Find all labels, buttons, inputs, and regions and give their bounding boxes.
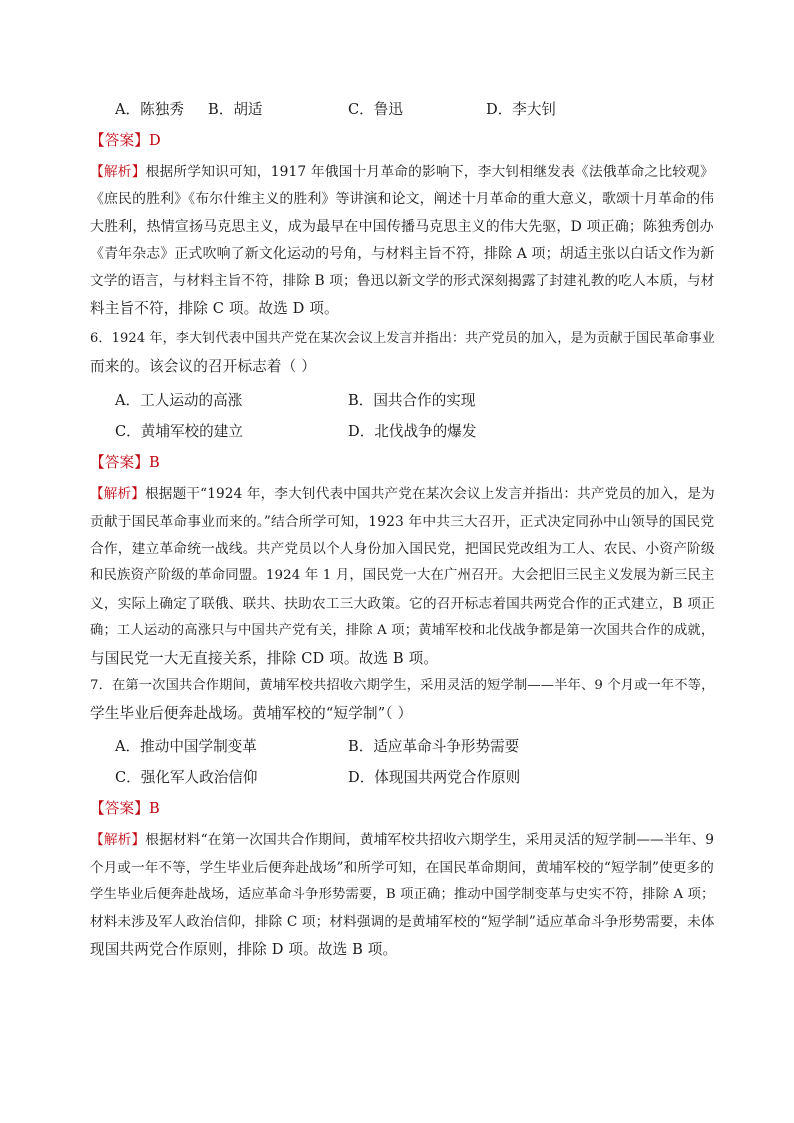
q7-analysis-line-1: 【解析】根据材料“在第一次国共合作期间，黄埔军校共招收六期学生，采用灵活的短学制——半年、9 (90, 832, 715, 848)
q5-option-b: B．胡适 (208, 101, 263, 118)
q7-analysis-line-5: 现国共两党合作原则，排除 D 项。故选 B 项。 (90, 941, 398, 958)
q6-analysis-line-7: 与国民党一大无直接关系，排除 CD 项。故选 B 项。 (90, 650, 439, 667)
answer-value: B (148, 800, 160, 817)
answer-label: 【答案】 (90, 132, 149, 149)
q7-option-c: C．强化军人政治信仰 (115, 769, 258, 786)
q6-analysis-line-2: 贡献于国民革命事业而来的。”结合所学可知，1923 年中共三大召开，正式决定同孙中山领导的国民党 (90, 514, 715, 530)
q5-option-d: D．李大钊 (486, 101, 557, 118)
q6-answer (90, 452, 160, 474)
q5-option-a: A．陈独秀 (115, 101, 184, 118)
answer-label: 【答案】 (90, 800, 149, 817)
q5-analysis-line-6: 料主旨不符，排除 C 项。故选 D 项。 (90, 300, 339, 317)
q5-analysis-line-5: 文学的语言，与材料主旨不符，排除 B 项；鲁迅以新文学的形式深刻揭露了封建礼教的吃人本质，与材 (90, 273, 715, 289)
q6-analysis-line-1: 【解析】根据题干“1924 年，李大钊代表中国共产党在某次会议上发言并指出：共产党员的加入，是为 (90, 486, 715, 502)
q6-stem-line-2: 而来的。该会议的召开标志着（ ） (90, 358, 316, 375)
q5-analysis-line-3: 大胜利，热情宣扬马克思主义，成为最早在中国传播马克思主义的伟大先驱，D 项正确；陈独秀创办 (90, 219, 714, 235)
q5-option-c: C．鲁迅 (348, 101, 403, 118)
q7-analysis-line-4: 材料未涉及军人政治信仰，排除 C 项；材料强调的是黄埔军校的“短学制”适应革命斗争形势需要，未体 (90, 914, 715, 930)
q7-option-a: A．推动中国学制变革 (115, 738, 257, 755)
answer-label: 【答案】 (90, 454, 149, 471)
q5-answer (90, 130, 161, 152)
q6-option-b: B．国共合作的实现 (348, 392, 476, 409)
answer-value: B (148, 454, 160, 471)
q5-analysis-line-1: 【解析】根据所学知识可知，1917 年俄国十月革命的影响下，李大钊相继发表《法俄革命之比较观》 (90, 164, 714, 180)
analysis-label: 【解析】 (90, 832, 146, 848)
q6-option-a: A．工人运动的高涨 (115, 392, 243, 409)
q7-analysis-line-3: 学生毕业后便奔赴战场，适应革命斗争形势需要，B 项正确；推动中国学制变革与史实不符，排除 A 项； (90, 887, 715, 902)
q7-stem-line-1: 7．在第一次国共合作期间，黄埔军校共招收六期学生，采用灵活的短学制——半年、9 个月或一年不等， (90, 678, 715, 693)
q7-analysis-line-2: 个月或一年不等，学生毕业后便奔赴战场”和所学可知，在国民革命期间，黄埔军校的“短学制”使更多的 (90, 860, 714, 876)
q7-stem-line-2: 学生毕业后便奔赴战场。黄埔军校的“短学制”（ ） (90, 705, 413, 722)
q6-option-d: D．北伐战争的爆发 (348, 423, 477, 440)
analysis-label: 【解析】 (90, 486, 146, 502)
q5-analysis-line-4: 《青年杂志》正式吹响了新文化运动的号角，与材料主旨不符，排除 A 项；胡适主张以白话文作为新 (90, 246, 715, 262)
q6-option-c: C．黄埔军校的建立 (115, 423, 243, 440)
q6-analysis-line-3: 合作，建立革命统一战线。共产党员以个人身份加入国民党，把国民党改组为工人、农民、小资产阶级 (90, 541, 715, 557)
q7-option-d: D．体现国共两党合作原则 (348, 769, 521, 786)
analysis-label: 【解析】 (90, 164, 146, 180)
q5-analysis-line-2: 《庶民的胜利》《布尔什维主义的胜利》等讲演和论文，阐述十月革命的重大意义，歌颂十月革命的伟 (90, 191, 715, 207)
q7-option-b: B．适应革命斗争形势需要 (348, 738, 520, 755)
q6-analysis-line-5: 义，实际上确定了联俄、联共、扶助农工三大政策。它的召开标志着国共两党合作的正式建立，B 项正 (90, 596, 715, 612)
q6-stem-line-1: 6．1924 年，李大钊代表中国共产党在某次会议上发言并指出：共产党员的加入，是为贡献于国民革命事业 (90, 331, 715, 346)
q7-answer (90, 798, 160, 820)
q6-analysis-line-6: 确；工人运动的高涨只与中国共产党有关，排除 A 项；黄埔军校和北伐战争都是第一次国共合作的成就， (90, 623, 715, 638)
q6-analysis-line-4: 和民族资产阶级的革命同盟。1924 年 1 月，国民党一大在广州召开。大会把旧三民主义发展为新三民主 (90, 568, 715, 583)
answer-value: D (148, 132, 161, 149)
